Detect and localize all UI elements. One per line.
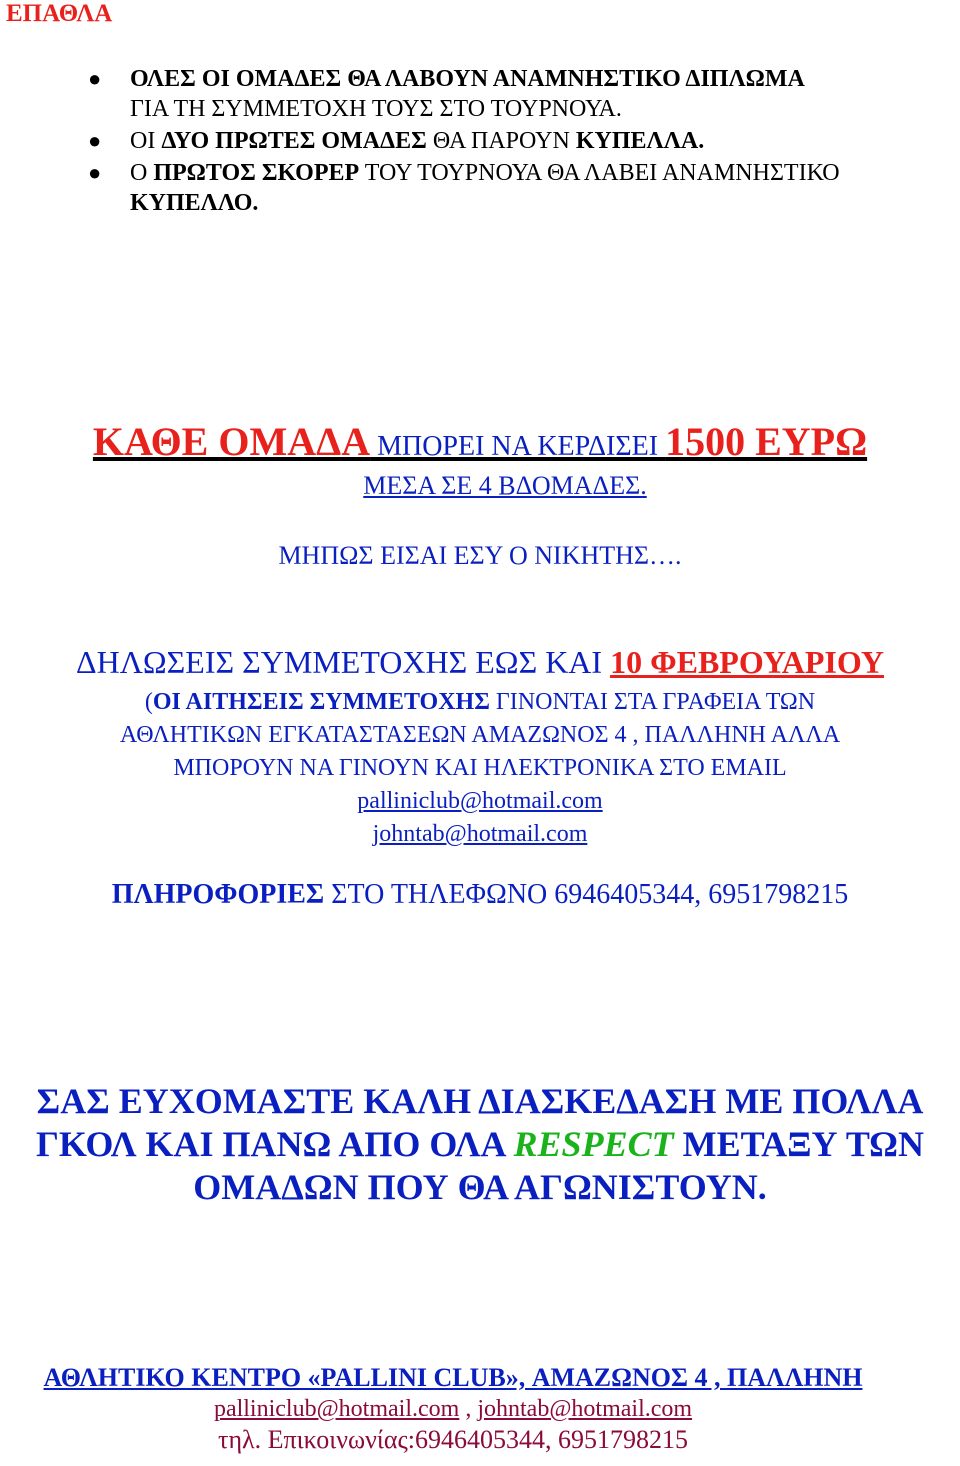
prize-list: [88, 64, 930, 220]
closing-text: ΓΚΟΛ ΚΑΙ ΠΑΝΩ ΑΠΟ ΟΛΑ: [35, 1124, 514, 1164]
list-item: [88, 64, 930, 124]
open-paren: (: [144, 689, 153, 715]
footer-emails: [0, 1394, 906, 1424]
prize-bold-text: ΔΥΟ ΠΡΩΤΕΣ ΟΜΑΔΕΣ: [161, 128, 427, 154]
prize-text: ΤΟΥ ΤΟΥΡΝΟΥΑ ΘΑ ΛΑΒΕΙ ΑΝΑΜΝΗΣΤΙΚΟ: [359, 160, 840, 186]
closing-line-1: ΣΑΣ ΕΥΧΟΜΑΣΤΕ ΚΑΛΗ ΔΙΑΣΚΕΔΑΣΗ ΜΕ ΠΟΛΛΑ: [36, 1081, 924, 1121]
email-link-pallini[interactable]: palliniclub@hotmail.com: [357, 788, 603, 814]
email-link-johntab[interactable]: johntab@hotmail.com: [372, 821, 588, 847]
application-line-1: [0, 686, 960, 719]
bullet-icon: ●: [88, 66, 102, 91]
list-item: [88, 158, 930, 218]
application-info: [0, 686, 960, 851]
win-period: ΜΕΣΑ ΣΕ 4 ΒΔΟΜΑΔΕΣ.: [363, 471, 647, 500]
closing-line-2: [0, 1123, 960, 1166]
application-rest: ΓΙΝΟΝΤΑΙ ΣΤΑ ΓΡΑΦΕΙΑ ΤΩΝ: [489, 689, 816, 715]
deadline-line: [0, 643, 960, 681]
closing-line-3: ΟΜΑΔΩΝ ΠΟΥ ΘΑ ΑΓΩΝΙΣΤΟΥΝ.: [193, 1167, 767, 1207]
prize-bold-text: ΚΥΠΕΛΛΑ.: [575, 128, 705, 154]
win-can-win: ΜΠΟΡΕΙ ΝΑ ΚΕΡΔΙΣΕΙ: [370, 431, 666, 462]
application-line-2: ΑΘΛΗΤΙΚΩΝ ΕΓΚΑΤΑΣΤΑΣΕΩΝ ΑΜΑΖΩΝΟΣ 4 , ΠΑΛΛΗΝΗ ΑΛΛΑ: [119, 722, 841, 748]
prize-bold-text: ΟΛΕΣ ΟΙ ΟΜΑΔΕΣ ΘΑ ΛΑΒΟΥΝ ΑΝΑΜΝΗΣΤΙΚΟ ΔΙΠΛΩΜΑ: [130, 66, 805, 92]
application-bold: ΟΙ ΑΙΤΗΣΕΙΣ ΣΥΜΜΕΤΟΧΗΣ: [152, 689, 490, 715]
footer-email-johntab[interactable]: johntab@hotmail.com: [477, 1396, 693, 1422]
prize-text: ΟΙ: [130, 128, 162, 154]
info-line: [0, 878, 960, 912]
footer-phone: τηλ. Επικοινωνίας:6946405344, 6951798215: [218, 1425, 688, 1454]
prize-bold-text: ΠΡΩΤΟΣ ΣΚΟΡΕΡ: [153, 160, 360, 186]
prize-bold-text: ΚΥΠΕΛΛΟ.: [130, 190, 259, 216]
footer-email-pallini[interactable]: palliniclub@hotmail.com: [213, 1396, 460, 1422]
closing-text: ΜΕΤΑΞΥ ΤΩΝ: [673, 1124, 925, 1164]
footer-separator: ,: [459, 1396, 478, 1422]
prize-text: Ο: [130, 160, 154, 186]
prize-text: ΓΙΑ ΤΗ ΣΥΜΜΕΤΟΧΗ ΤΟΥΣ ΣΤΟ ΤΟΥΡΝΟΥΑ.: [130, 96, 622, 122]
deadline-date: 10 ΦΕΒΡΟΥΑΡΙΟΥ: [610, 644, 884, 680]
bullet-icon: ●: [88, 128, 102, 153]
info-bold: ΠΛΗΡΟΦΟΡΙΕΣ: [111, 879, 325, 910]
win-team: ΚΑΘΕ ΟΜΑΔΑ: [92, 419, 371, 464]
winner-question: ΜΗΠΩΣ ΕΙΣΑΙ ΕΣΥ Ο ΝΙΚΗΤΗΣ….: [278, 541, 682, 570]
prize-text: ΘΑ ΠΑΡΟΥΝ: [426, 128, 576, 154]
closing-message: [0, 1080, 960, 1209]
list-item: [88, 126, 930, 156]
info-phone: ΣΤΟ ΤΗΛΕΦΩΝΟ 6946405344, 6951798215: [324, 879, 849, 910]
win-amount-line: [0, 418, 960, 471]
deadline-text: ΔΗΛΩΣΕΙΣ ΣΥΜΜΕΤΟΧΗΣ ΕΩΣ ΚΑΙ: [76, 644, 611, 680]
footer: [0, 1362, 906, 1456]
respect-word: RESPECT: [513, 1124, 674, 1164]
application-line-3: ΜΠΟΡΟΥΝ ΝΑ ΓΙΝΟΥΝ ΚΑΙ ΗΛΕΚΤΡΟΝΙΚΑ ΣΤΟ EMAIL: [173, 755, 787, 781]
bullet-icon: ●: [88, 160, 102, 185]
page-heading: ΕΠΑΘΛΑ: [6, 0, 113, 27]
footer-title: ΑΘΛΗΤΙΚΟ ΚΕΝΤΡΟ «PALLINI CLUB», ΑΜΑΖΩΝΟΣ 4 , ΠΑΛΛΗΝΗ: [43, 1363, 863, 1392]
win-amount: 1500 ΕΥΡΩ: [665, 419, 868, 464]
